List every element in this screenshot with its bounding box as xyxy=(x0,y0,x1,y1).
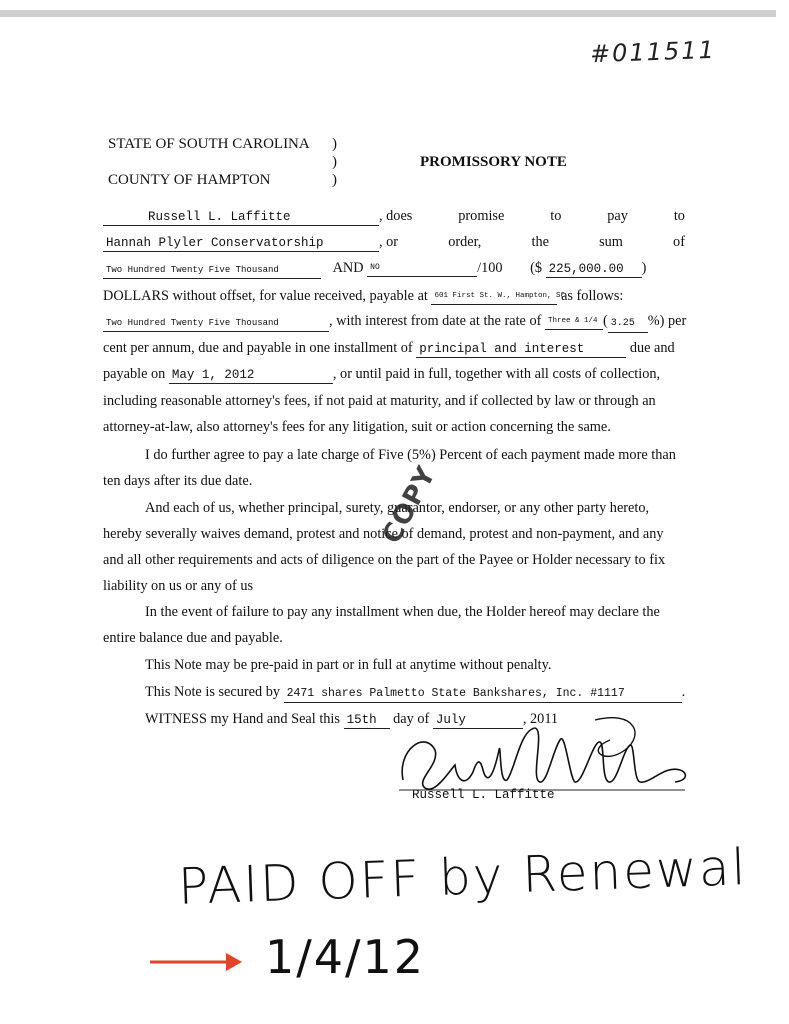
secured-by-field: 2471 shares Palmetto State Bankshares, Inc. #1117 xyxy=(284,686,682,703)
default-paragraph: In the event of failure to pay any installment when due, the Holder hereof may declare the xyxy=(145,604,660,620)
word: promise xyxy=(458,208,505,224)
late-charge-paragraph: ten days after its due date. xyxy=(103,473,253,489)
word: , does xyxy=(379,208,413,224)
red-arrow-icon xyxy=(148,950,244,974)
word: ($ xyxy=(530,260,543,276)
text-run: as follows: xyxy=(561,288,624,304)
rate-words-field: Three & 1/4 xyxy=(545,313,603,330)
text-run: payable on xyxy=(103,366,166,382)
bracket-paren: ) xyxy=(332,154,337,170)
default-paragraph: entire balance due and payable. xyxy=(103,630,283,646)
rate-numeric-field: 3.25 xyxy=(608,316,648,333)
late-charge-paragraph: I do further agree to pay a late charge of Five (5%) Percent of each payment made more than xyxy=(145,447,676,463)
text-run: WITNESS my Hand and Seal this xyxy=(145,711,340,727)
waiver-paragraph: liability on us or any of us xyxy=(103,578,254,594)
note-line-amount xyxy=(103,260,685,279)
note-line-due-date xyxy=(103,366,685,384)
text-run: , with interest from date at the rate of xyxy=(329,313,542,329)
note-line-rate xyxy=(103,313,685,333)
note-line-payee xyxy=(103,234,685,252)
witness-day-field: 15th xyxy=(344,712,390,729)
witness-year: 2011 xyxy=(530,711,559,727)
word: , xyxy=(522,711,527,727)
word: to xyxy=(550,208,562,224)
word: AND xyxy=(332,260,364,276)
security-line xyxy=(103,684,727,703)
cents-field: NO xyxy=(367,260,477,277)
word: , or xyxy=(379,234,399,250)
word: sum xyxy=(599,234,623,250)
copy-stamp: COPY xyxy=(376,461,443,549)
state-heading: STATE OF SOUTH CAROLINA xyxy=(108,136,310,152)
bracket-paren: ) xyxy=(332,172,337,188)
text-run: This Note is secured by xyxy=(145,684,280,700)
word: of xyxy=(673,234,685,250)
installment-field: principal and interest xyxy=(416,341,626,358)
handwritten-file-number: #011511 xyxy=(589,35,717,69)
handwritten-paid-off-note: PAID OFF by Renewal xyxy=(177,838,749,916)
amount-words-field: Two Hundred Twenty Five Thousand xyxy=(103,262,321,279)
word: the xyxy=(531,234,549,250)
text-run: %) per xyxy=(647,313,687,329)
word: . xyxy=(681,684,686,700)
text-run: day of xyxy=(393,711,430,727)
body-line: including reasonable attorney's fees, if not paid at maturity, and if collected by law or through an xyxy=(103,393,656,409)
document-title: PROMISSORY NOTE xyxy=(420,154,567,170)
as-follows-field: Two Hundred Twenty Five Thousand xyxy=(103,315,329,332)
word: to xyxy=(673,208,685,224)
witness-month-field: July xyxy=(433,712,523,729)
note-line-maker xyxy=(103,208,685,226)
county-heading: COUNTY OF HAMPTON xyxy=(108,172,271,188)
text-run: due and xyxy=(629,340,675,356)
word: order, xyxy=(448,234,482,250)
amount-numeric-field: 225,000.00 xyxy=(546,261,642,278)
waiver-paragraph: hereby severally waives demand, protest and notice of demand, protest and non-payment, and any xyxy=(103,526,664,542)
word: ( xyxy=(602,313,608,329)
text-run: cent per annum, due and payable in one installment of xyxy=(103,340,413,356)
text-run: , or until paid in full, together with all costs of collection, xyxy=(332,366,661,382)
maker-field: Russell L. Laffitte xyxy=(103,209,379,226)
scan-top-edge xyxy=(0,10,776,17)
word: /100 xyxy=(477,260,503,276)
payable-at-field: 601 First St. W., Hampton, SC xyxy=(431,288,557,305)
note-line-installment xyxy=(103,340,685,358)
word: pay xyxy=(607,208,628,224)
waiver-paragraph: and all other requirements and acts of diligence on the part of the Payee or Holder necessary to fix xyxy=(103,552,666,568)
handwritten-paid-date: 1/4/12 xyxy=(265,930,426,984)
bracket-paren: ) xyxy=(332,136,337,152)
due-date-field: May 1, 2012 xyxy=(169,367,333,384)
signer-typed-name: Russell L. Laffitte xyxy=(412,788,555,802)
prepay-paragraph: This Note may be pre-paid in part or in full at anytime without penalty. xyxy=(145,657,552,673)
body-line: attorney-at-law, also attorney's fees for any litigation, suit or action concerning the same. xyxy=(103,419,611,435)
note-line-payable-at xyxy=(103,288,685,305)
word: ) xyxy=(641,260,647,276)
waiver-paragraph: And each of us, whether principal, surety, guarantor, endorser, or any other party hereto, xyxy=(145,500,650,516)
payee-field: Hannah Plyler Conservatorship xyxy=(103,235,379,252)
text-run: DOLLARS without offset, for value received, payable at xyxy=(103,288,428,304)
